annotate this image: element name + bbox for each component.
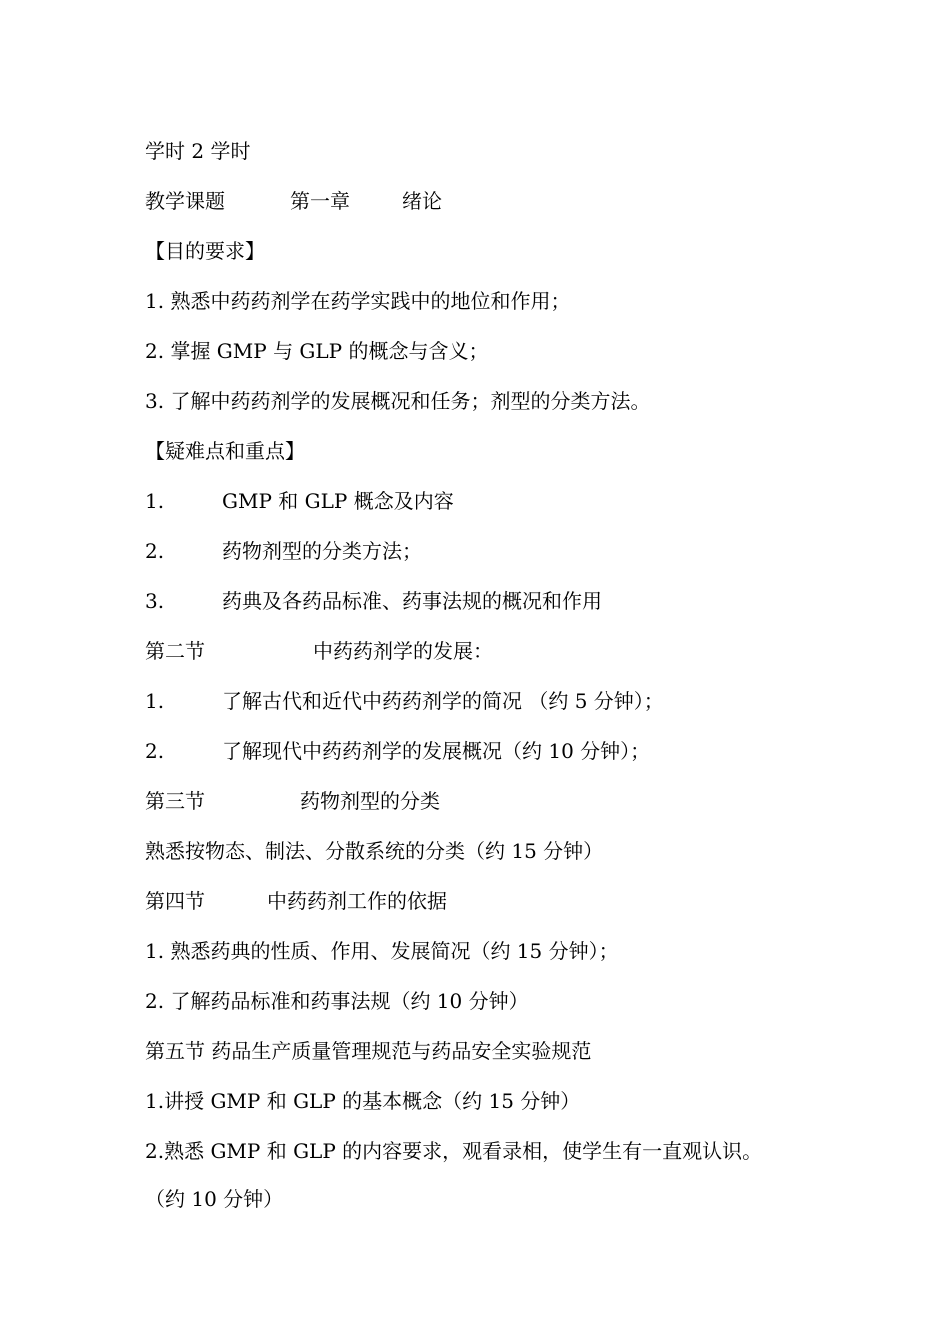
key-point-item [145, 536, 665, 566]
key-point-number: 1. [145, 489, 165, 513]
key-point-item [145, 486, 665, 516]
key-point-text: 药典及各药品标准、药事法规的概况和作用 [222, 589, 602, 613]
key-point-number: 3. [145, 589, 165, 613]
section-5-item: 1.讲授 GMP 和 GLP 的基本概念（约 15 分钟） [145, 1089, 581, 1113]
topic-label: 教学课题 [145, 189, 225, 213]
key-points-heading: 【疑难点和重点】 [145, 439, 305, 463]
section-5-heading: 第五节 药品生产质量管理规范与药品安全实验规范 [145, 1039, 592, 1063]
objective-item: 2. 掌握 GMP 与 GLP 的概念与含义； [145, 339, 489, 363]
section-title: 中药药剂工作的依据 [267, 889, 447, 913]
section-title: 药物剂型的分类 [300, 789, 440, 813]
section-3-heading [145, 786, 545, 816]
section-3-text: 熟悉按物态、制法、分散系统的分类（约 15 分钟） [145, 839, 604, 863]
objective-item: 1. 熟悉中药药剂学在药学实践中的地位和作用； [145, 289, 571, 313]
section-2-item [145, 736, 745, 766]
topic-chapter: 第一章 [290, 189, 350, 213]
section-2-item [145, 686, 745, 716]
objectives-heading: 【目的要求】 [145, 239, 265, 263]
section-5-item: （约 10 分钟） [145, 1187, 284, 1211]
section-4-item: 1. 熟悉药典的性质、作用、发展简况（约 15 分钟）； [145, 939, 619, 963]
item-text: 了解古代和近代中药药剂学的简况 （约 5 分钟）； [222, 689, 664, 713]
lesson-topic-row [145, 186, 465, 216]
section-2-heading [145, 636, 545, 666]
key-point-item [145, 586, 665, 616]
section-4-heading [145, 886, 545, 916]
section-4-item: 2. 了解药品标准和药事法规（约 10 分钟） [145, 989, 529, 1013]
key-point-text: GMP 和 GLP 概念及内容 [222, 489, 454, 513]
section-label: 第三节 [145, 789, 205, 813]
key-point-text: 药物剂型的分类方法； [222, 539, 422, 563]
item-number: 2. [145, 739, 165, 763]
section-title: 中药药剂学的发展： [313, 639, 493, 663]
item-number: 1. [145, 689, 165, 713]
objective-item: 3. 了解中药药剂学的发展概况和任务；剂型的分类方法。 [145, 389, 651, 413]
section-label: 第二节 [145, 639, 205, 663]
class-hours: 学时 2 学时 [145, 139, 251, 163]
item-text: 了解现代中药药剂学的发展概况（约 10 分钟）； [222, 739, 651, 763]
section-label: 第四节 [145, 889, 205, 913]
topic-title: 绪论 [402, 189, 442, 213]
section-5-item: 2.熟悉 GMP 和 GLP 的内容要求，观看录相，使学生有一直观认识。 [145, 1139, 763, 1163]
key-point-number: 2. [145, 539, 165, 563]
